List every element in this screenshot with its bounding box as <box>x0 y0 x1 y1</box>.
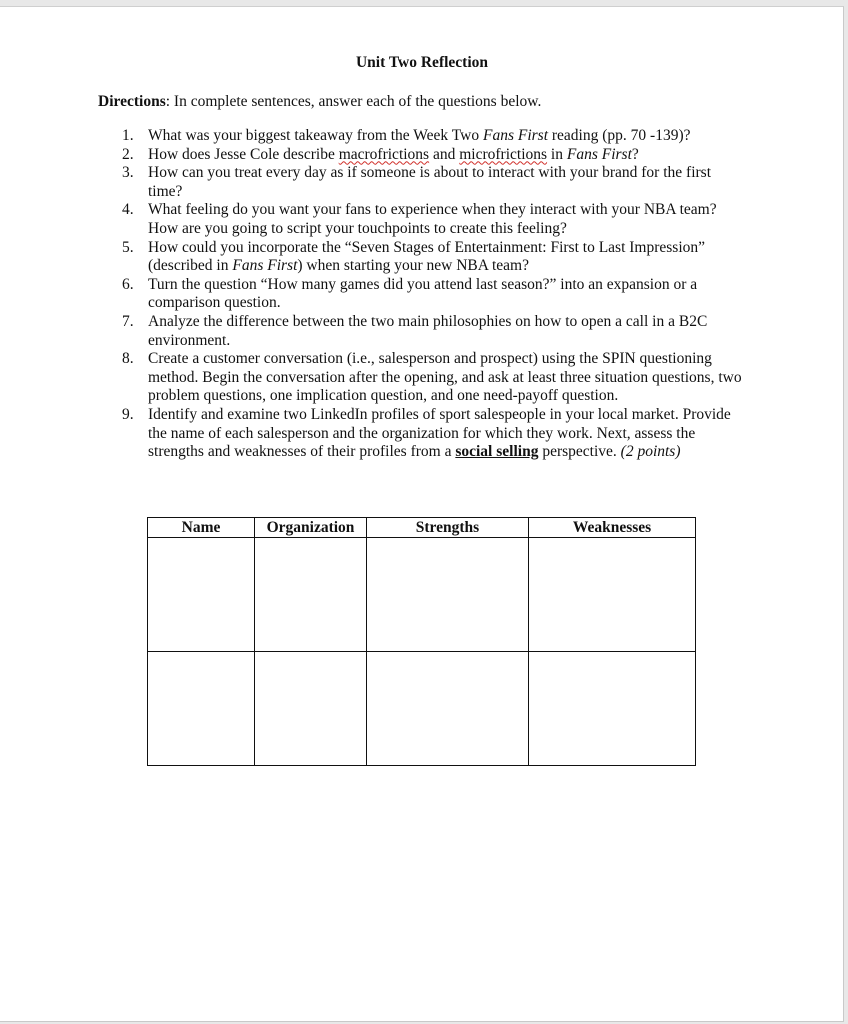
question-number: 2. <box>122 145 134 163</box>
directions <box>98 93 541 111</box>
page-title: Unit Two Reflection <box>355 54 489 71</box>
table-row <box>148 538 696 652</box>
question-text: Turn the question “How many games did you attend last season?” into an expansion or a comparison question. <box>148 275 698 312</box>
profiles-table <box>147 517 696 766</box>
book-title: Fans First <box>566 145 632 163</box>
question-text: in <box>547 145 567 163</box>
question-7 <box>122 312 748 350</box>
social-selling-term: social selling <box>455 443 539 461</box>
question-text: Identify and examine two LinkedIn profiles of sport salespeople in your local market. Provide the name of each salesperson and the organization for which they work. Next, assess the strengths and weaknesses of their profiles from a <box>148 405 731 461</box>
book-title: Fans First <box>482 127 549 144</box>
table-cell[interactable] <box>255 652 367 766</box>
question-text: ) when starting your new NBA team? <box>297 257 529 275</box>
table-cell[interactable] <box>529 652 696 766</box>
table-cell[interactable] <box>148 538 255 652</box>
question-text: perspective. <box>538 443 621 461</box>
question-number: 3. <box>122 164 134 182</box>
question-6 <box>122 275 748 313</box>
directions-label: Directions <box>98 93 166 110</box>
question-number: 6. <box>122 275 134 293</box>
header-strengths: Strengths <box>367 518 529 538</box>
header-organization: Organization <box>255 518 367 538</box>
spellcheck-word: microfrictions <box>459 145 548 163</box>
question-number: 8. <box>122 350 134 368</box>
book-title: Fans First <box>232 257 298 275</box>
table-header-row <box>148 518 696 538</box>
header-name: Name <box>148 518 255 538</box>
points-note: (2 points) <box>620 443 681 461</box>
question-text: ? <box>631 145 639 163</box>
question-number: 9. <box>122 405 134 423</box>
question-text: reading (pp. 70 -139)? <box>548 127 691 144</box>
table-cell[interactable] <box>148 652 255 766</box>
question-9 <box>122 405 748 462</box>
question-text: and <box>429 145 460 163</box>
table-cell[interactable] <box>255 538 367 652</box>
question-8 <box>122 350 748 406</box>
question-1 <box>122 127 748 146</box>
question-text: What was your biggest takeaway from the Week Two <box>148 127 483 144</box>
header-weaknesses: Weaknesses <box>529 518 696 538</box>
question-text: How can you treat every day as if someone is about to interact with your brand for the first time? <box>148 164 711 200</box>
table-cell[interactable] <box>529 538 696 652</box>
table-cell[interactable] <box>367 652 529 766</box>
spellcheck-word: macrofrictions <box>338 145 430 163</box>
question-number: 1. <box>122 127 134 144</box>
question-4 <box>122 201 748 238</box>
question-5 <box>122 238 748 276</box>
question-2 <box>122 145 748 165</box>
document-page <box>0 6 844 1022</box>
question-text: What feeling do you want your fans to experience when they interact with your NBA team? How are you going to script your touchpoints to create this feeling? <box>148 201 717 237</box>
table-cell[interactable] <box>367 538 529 652</box>
question-number: 4. <box>122 201 134 219</box>
question-number: 7. <box>122 312 134 330</box>
question-3 <box>122 164 748 201</box>
question-text: How could you incorporate the “Seven Stages of Entertainment: First to Last Impression” (described in <box>148 238 706 275</box>
directions-text: : In complete sentences, answer each of the questions below. <box>165 93 542 110</box>
table-row <box>148 652 696 766</box>
question-text: How does Jesse Cole describe <box>148 145 339 163</box>
question-text: Analyze the difference between the two main philosophies on how to open a call in a B2C environment. <box>148 312 708 349</box>
questions-list <box>122 127 748 462</box>
question-text: Create a customer conversation (i.e., salesperson and prospect) using the SPIN questioning method. Begin the conversation after the opening, and ask at least three situation questions, two problem questions, one implication question, and one need-payoff question. <box>148 350 742 405</box>
question-number: 5. <box>122 238 134 256</box>
